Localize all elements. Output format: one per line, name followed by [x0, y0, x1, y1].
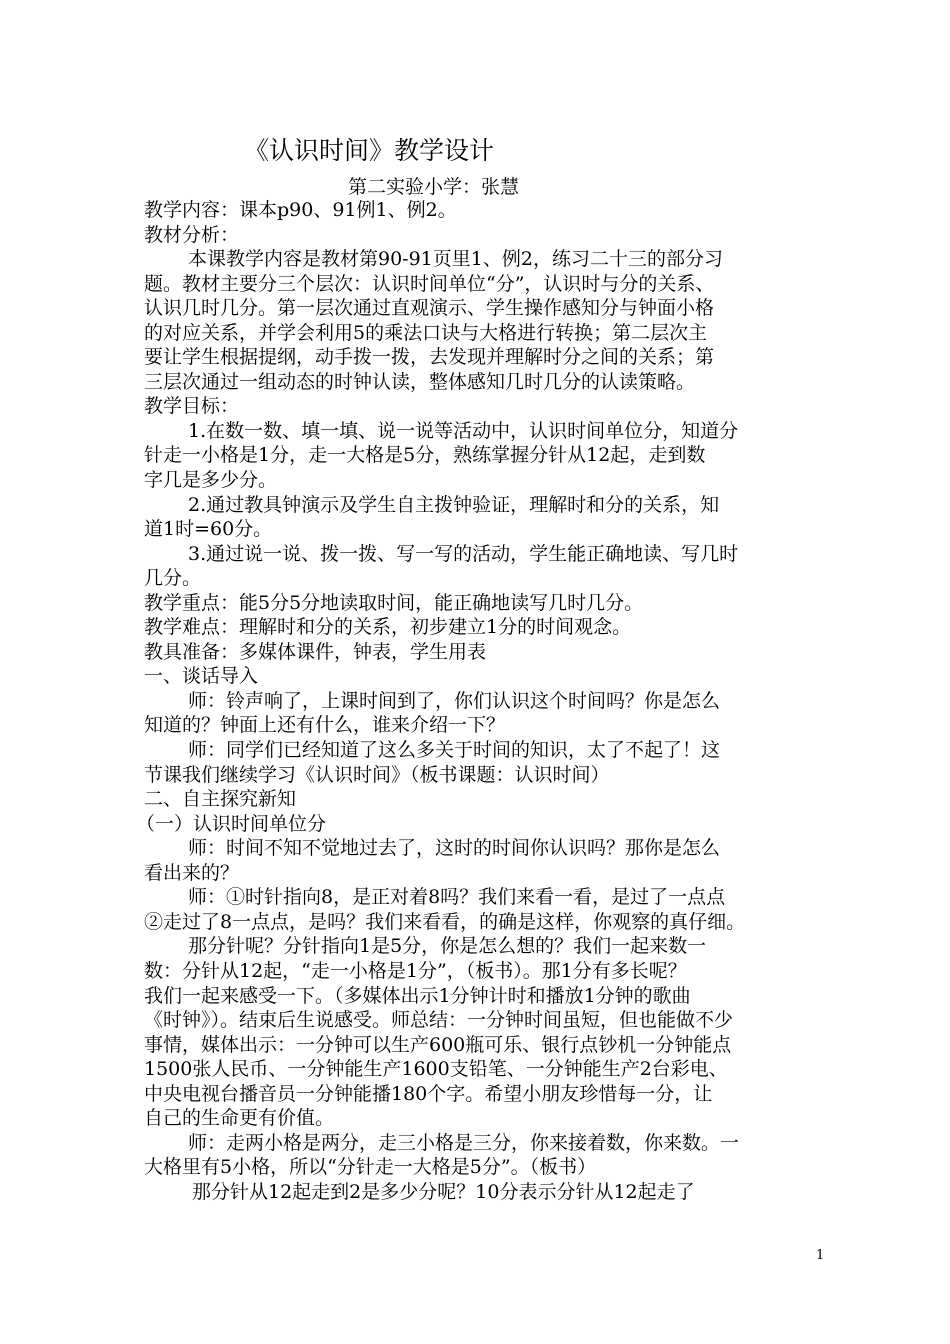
text-line: 教学目标： [144, 395, 240, 418]
text-line: 师：时间不知不觉地过去了，这时的时间你认识吗？那你是怎么 [188, 837, 721, 860]
text-line: （一）认识时间单位分 [136, 812, 327, 835]
text-line: 大格里有5小格，所以“分针走一大格是5分”。（板书） [144, 1156, 597, 1179]
text-line: 《时钟》）。结束后生说感受。师总结：一分钟时间虽短，但也能做不少 [144, 1009, 734, 1032]
text-line: 1.在数一数、填一填、说一说等活动中，认识时间单位分，知道分 [188, 419, 739, 442]
text-line: 本课教学内容是教材第90-91页里1、例2，练习二十三的部分习 [188, 248, 723, 271]
text-line: 师：①时针指向8，是正对着8吗？我们来看一看，是过了一点点 [188, 886, 726, 909]
text-line: 教具准备：多媒体课件，钟表，学生用表 [144, 640, 487, 663]
text-line: ②走过了8一点点，是吗？我们来看看，的确是这样，你观察的真仔细。 [144, 910, 746, 933]
document-author: 第二实验小学：张慧 [348, 176, 520, 198]
text-line: 几分。 [144, 567, 202, 590]
text-line: 事情，媒体出示：一分钟可以生产600瓶可乐、银行点钞机一分钟能点 [144, 1033, 732, 1056]
text-line: 字几是多少分。 [144, 469, 278, 492]
text-line: 师：铃声响了，上课时间到了，你们认识这个时间吗？你是怎么 [188, 689, 721, 712]
text-line: 我们一起来感受一下。（多媒体出示1分钟计时和播放1分钟的歌曲 [144, 984, 691, 1007]
text-line: 2.通过教具钟演示及学生自主拨钟验证，理解时和分的关系，知 [188, 493, 720, 516]
text-line: 道1时=60分。 [144, 518, 273, 541]
text-line: 知道的？钟面上还有什么，谁来介绍一下？ [144, 714, 506, 737]
text-line: 3.通过说一说、拨一拨、写一写的活动，学生能正确地读、写几时 [188, 542, 739, 565]
text-line: 一、谈话导入 [144, 665, 259, 688]
text-line: 看出来的？ [144, 861, 240, 884]
document-body [136, 198, 814, 1204]
text-line: 题。教材主要分三个层次：认识时间单位“分”，认识时与分的关系、 [144, 272, 715, 295]
text-line: 要让学生根据提纲，动手拨一拨，去发现并理解时分之间的关系；第 [144, 346, 715, 369]
document-title: 《认识时间》教学设计 [244, 136, 495, 165]
text-line: 认识几时几分。第一层次通过直观演示、学生操作感知分与钟面小格 [144, 297, 715, 320]
text-line: 教材分析： [144, 223, 240, 246]
text-line: 师：走两小格是两分，走三小格是三分，你来接着数，你来数。一 [188, 1131, 740, 1154]
text-line: 教学内容：课本p90、91例1、例2。 [144, 199, 457, 221]
text-line: 针走一小格是1分，走一大格是5分，熟练掌握分针从12起，走到数 [144, 444, 706, 467]
text-line: 那分针从12起走到2是多少分呢？10分表示分针从12起走了 [192, 1180, 695, 1203]
text-line: 师：同学们已经知道了这么多关于时间的知识，太了不起了！这 [188, 739, 721, 762]
text-line: 中央电视台播音员一分钟能播180个字。希望小朋友珍惜每一分，让 [144, 1082, 713, 1105]
text-line: 的对应关系，并学会利用5的乘法口诀与大格进行转换；第二层次主 [144, 321, 708, 344]
text-line: 二、自主探究新知 [144, 788, 297, 811]
text-line: 那分针呢？分针指向1是5分，你是怎么想的？我们一起来数一 [188, 935, 707, 958]
text-line: 节课我们继续学习《认识时间》（板书课题：认识时间） [144, 763, 610, 786]
text-line: 三层次通过一组动态的时钟认读，整体感知几时几分的认读策略。 [144, 370, 696, 393]
page-number: 1 [816, 1248, 825, 1263]
text-line: 自己的生命更有价值。 [144, 1107, 335, 1130]
text-line: 1500张人民币、一分钟能生产1600支铅笔、一分钟能生产2台彩电、 [144, 1058, 728, 1081]
text-line: 教学重点：能5分5分地读取时间，能正确地读写几时几分。 [144, 591, 644, 614]
text-line: 数：分针从12起，“走一小格是1分”，（板书）。那1分有多长呢？ [144, 959, 687, 982]
text-line: 教学难点：理解时和分的关系，初步建立1分的时间观念。 [144, 616, 632, 639]
